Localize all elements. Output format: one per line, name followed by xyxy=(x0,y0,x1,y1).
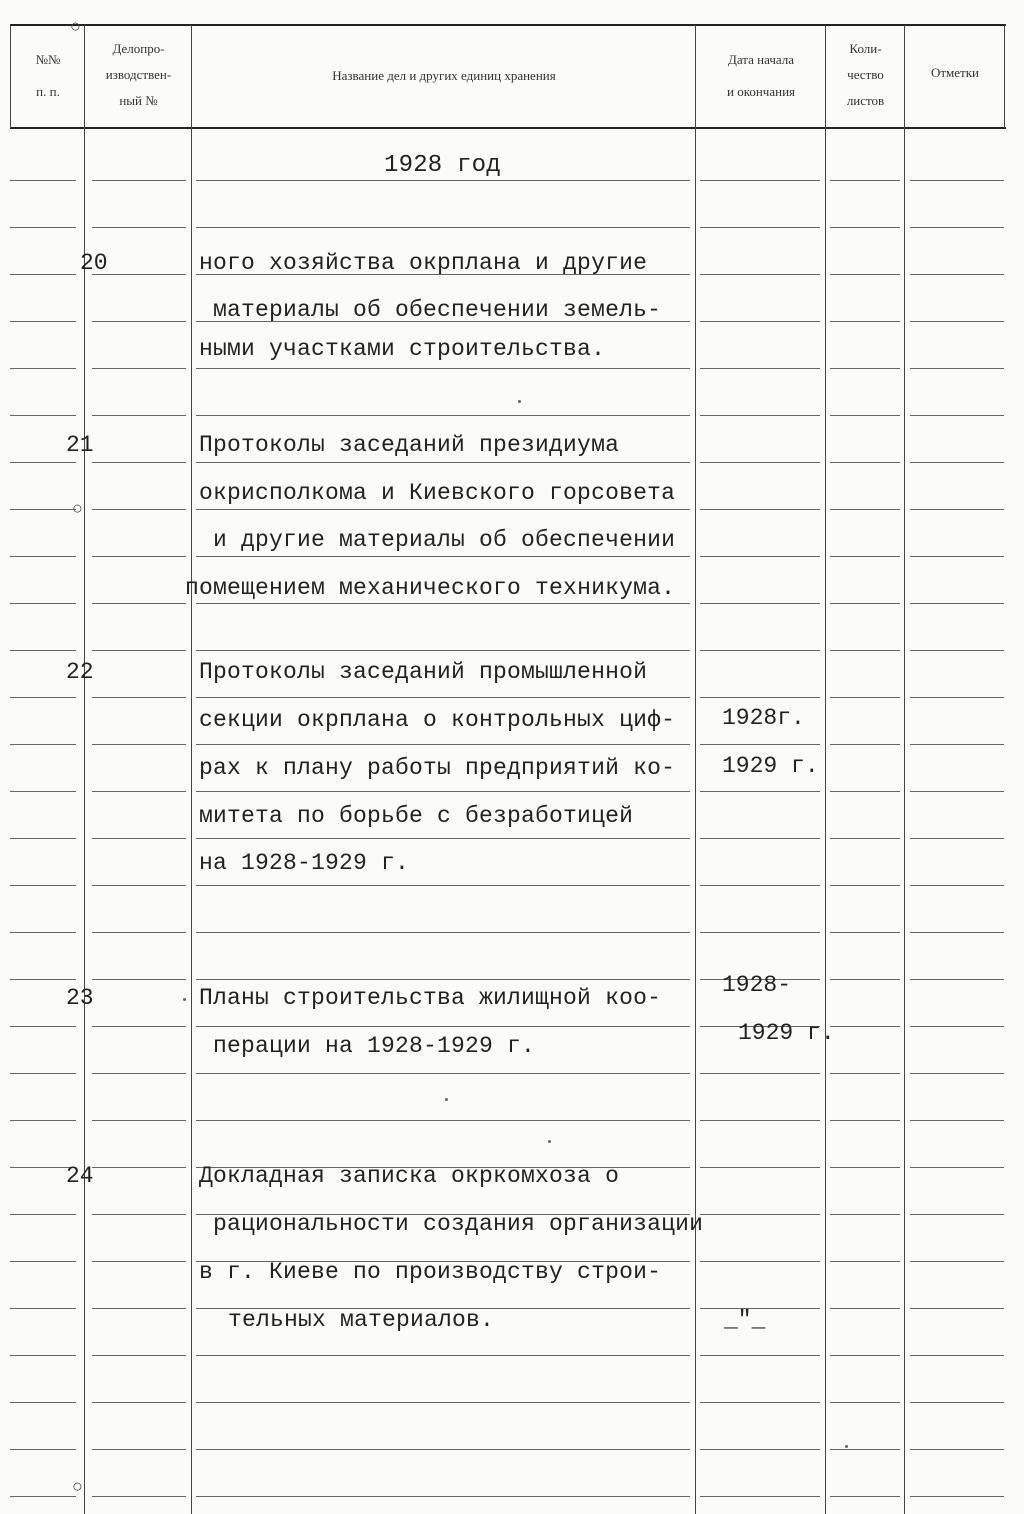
ruled-line xyxy=(196,1026,690,1027)
entry-title-line: Протоколы заседаний президиума xyxy=(199,432,620,458)
column-line xyxy=(695,25,696,1514)
ruled-line xyxy=(10,1496,76,1497)
ruled-line xyxy=(830,979,900,980)
ruled-line xyxy=(92,415,186,416)
entry-date: 1929 г. xyxy=(722,753,819,779)
ruled-line xyxy=(830,1402,900,1403)
ruled-line xyxy=(910,932,1004,933)
ruled-line xyxy=(910,1073,1004,1074)
ruled-line xyxy=(10,415,76,416)
ruled-line xyxy=(196,509,690,510)
ruled-line xyxy=(910,979,1004,980)
ruled-line xyxy=(10,791,76,792)
header-col-notes: Отметки xyxy=(930,65,980,80)
ruled-line xyxy=(10,556,76,557)
ruled-line xyxy=(700,1261,820,1262)
ruled-line xyxy=(910,274,1004,275)
ruled-line xyxy=(92,603,186,604)
ruled-line xyxy=(196,979,690,980)
entry-title-line: ными участками строительства. xyxy=(199,336,606,362)
ruled-line xyxy=(910,462,1004,463)
ruled-line xyxy=(196,697,690,698)
ruled-line xyxy=(10,1026,76,1027)
speck xyxy=(518,400,521,403)
ruled-line xyxy=(700,274,820,275)
ruled-line xyxy=(10,1261,76,1262)
column-line xyxy=(10,25,11,128)
ruled-line xyxy=(830,321,900,322)
header-col-dates: Дата начала и окончания xyxy=(726,52,796,99)
entry-date: _"_ xyxy=(724,1307,766,1333)
header-col-number: №№ п. п. xyxy=(35,52,61,99)
ruled-line xyxy=(700,180,820,181)
ruled-line xyxy=(196,1355,690,1356)
ruled-line xyxy=(910,1449,1004,1450)
ruled-line xyxy=(92,838,186,839)
ruled-line xyxy=(910,1026,1004,1027)
ruled-line xyxy=(92,650,186,651)
ruled-line xyxy=(10,650,76,651)
ruled-line xyxy=(830,1167,900,1168)
ruled-line xyxy=(10,932,76,933)
ruled-line xyxy=(910,650,1004,651)
ruled-line xyxy=(196,1402,690,1403)
ruled-line xyxy=(10,697,76,698)
ruled-line xyxy=(910,556,1004,557)
ruled-line xyxy=(830,697,900,698)
ruled-line xyxy=(196,1120,690,1121)
ruled-line xyxy=(196,1073,690,1074)
ruled-line xyxy=(830,180,900,181)
binding-hole-icon: ○ xyxy=(72,1478,83,1498)
ruled-line xyxy=(700,1214,820,1215)
ruled-line xyxy=(910,1261,1004,1262)
ruled-line xyxy=(10,1308,76,1309)
ruled-line xyxy=(830,1496,900,1497)
ruled-line xyxy=(910,885,1004,886)
ruled-line xyxy=(92,885,186,886)
header-col-sheet-count: Коли- чество листов xyxy=(846,41,885,108)
ruled-line xyxy=(700,1073,820,1074)
ruled-line xyxy=(92,321,186,322)
entry-title-line: ного хозяйства окрплана и другие xyxy=(199,250,648,276)
ruled-line xyxy=(10,1355,76,1356)
entry-title-line: Протоколы заседаний промышленной xyxy=(199,659,648,685)
ruled-line xyxy=(910,744,1004,745)
ruled-line xyxy=(910,1355,1004,1356)
ruled-line xyxy=(92,180,186,181)
column-line xyxy=(191,25,192,1514)
ruled-line xyxy=(10,603,76,604)
ruled-line xyxy=(10,838,76,839)
ruled-line xyxy=(10,227,76,228)
ruled-line xyxy=(910,838,1004,839)
entry-title-line: на 1928-1929 г. xyxy=(199,850,410,876)
ruled-line xyxy=(92,227,186,228)
ruled-line xyxy=(92,1449,186,1450)
header-col-title: Название дел и других единиц хранения xyxy=(332,68,556,83)
ruled-line xyxy=(196,650,690,651)
entry-title-line: митета по борьбе с безработицей xyxy=(199,803,634,829)
ruled-line xyxy=(10,979,76,980)
ruled-line xyxy=(700,885,820,886)
ruled-line xyxy=(10,180,76,181)
ruled-line xyxy=(10,1402,76,1403)
ruled-line xyxy=(92,1355,186,1356)
ruled-line xyxy=(10,321,76,322)
speck xyxy=(845,1445,848,1448)
ruled-line xyxy=(10,1073,76,1074)
ruled-line xyxy=(196,603,690,604)
entry-title-line: рах к плану работы предприятий ко- xyxy=(199,755,676,781)
ruled-line xyxy=(830,1120,900,1121)
ruled-line xyxy=(910,1496,1004,1497)
ruled-line xyxy=(196,368,690,369)
ruled-line xyxy=(910,227,1004,228)
ruled-line xyxy=(910,415,1004,416)
ruled-line xyxy=(830,838,900,839)
ruled-line xyxy=(910,1214,1004,1215)
ruled-line xyxy=(92,556,186,557)
column-line xyxy=(1004,25,1005,128)
ruled-line xyxy=(10,462,76,463)
ruled-line xyxy=(92,1073,186,1074)
ruled-line xyxy=(910,697,1004,698)
ruled-line xyxy=(700,603,820,604)
speck xyxy=(445,1098,448,1101)
entry-date: 1929 г. xyxy=(738,1020,835,1046)
ruled-line xyxy=(10,1120,76,1121)
ruled-line xyxy=(700,1120,820,1121)
entry-number: 24 xyxy=(66,1163,94,1189)
entry-title-line: рациональности создания организации xyxy=(213,1211,704,1237)
entry-title-line: секции окрплана о контрольных циф- xyxy=(199,707,676,733)
ruled-line xyxy=(910,321,1004,322)
ruled-line xyxy=(92,1167,186,1168)
ruled-line xyxy=(10,744,76,745)
ruled-line xyxy=(92,932,186,933)
ruled-line xyxy=(830,462,900,463)
ruled-line xyxy=(830,1308,900,1309)
ruled-line xyxy=(830,274,900,275)
ruled-line xyxy=(910,509,1004,510)
ruled-line xyxy=(92,1496,186,1497)
ruled-line xyxy=(830,603,900,604)
speck xyxy=(548,1140,551,1143)
year-heading: 1928 год xyxy=(384,152,501,179)
ruled-line xyxy=(196,556,690,557)
ruled-line xyxy=(700,838,820,839)
ruled-line xyxy=(196,1496,690,1497)
entry-title-line: окрисполкома и Киевского горсовета xyxy=(199,480,676,506)
ruled-line xyxy=(830,1026,900,1027)
ruled-line xyxy=(196,227,690,228)
ruled-line xyxy=(910,603,1004,604)
ruled-line xyxy=(10,1214,76,1215)
entry-number: 21 xyxy=(66,432,94,458)
binding-hole-icon: ○ xyxy=(72,500,83,520)
ruled-line xyxy=(92,1261,186,1262)
ruled-line xyxy=(196,462,690,463)
ruled-line xyxy=(700,462,820,463)
ruled-line xyxy=(700,1355,820,1356)
ruled-line xyxy=(10,368,76,369)
entry-title-line: в г. Киеве по производству строи- xyxy=(199,1259,662,1285)
ruled-line xyxy=(700,932,820,933)
ruled-line xyxy=(196,885,690,886)
header-col-office-number: Делопро- изводствен- ный № xyxy=(105,41,172,108)
entry-title-line: помещением механического техникума. xyxy=(185,575,676,601)
ruled-line xyxy=(196,791,690,792)
ruled-line xyxy=(92,368,186,369)
entry-title-line: материалы об обеспечении земель- xyxy=(213,297,662,323)
ruled-line xyxy=(830,509,900,510)
header-bottom-line xyxy=(10,127,1006,129)
ruled-line xyxy=(92,791,186,792)
ruled-line xyxy=(910,1308,1004,1309)
ruled-line xyxy=(830,1214,900,1215)
speck xyxy=(183,998,186,1001)
ruled-line xyxy=(700,791,820,792)
ruled-line xyxy=(700,415,820,416)
ruled-line xyxy=(92,1026,186,1027)
ruled-line xyxy=(10,509,76,510)
ruled-line xyxy=(700,1402,820,1403)
ruled-line xyxy=(700,321,820,322)
ruled-line xyxy=(830,1355,900,1356)
ruled-line xyxy=(10,1449,76,1450)
ruled-line xyxy=(700,744,820,745)
entry-title-line: перации на 1928-1929 г. xyxy=(213,1033,536,1059)
ruled-line xyxy=(910,1167,1004,1168)
column-line xyxy=(825,25,826,1514)
ruled-line xyxy=(700,509,820,510)
ruled-line xyxy=(196,415,690,416)
ruled-line xyxy=(910,1120,1004,1121)
ruled-line xyxy=(92,509,186,510)
entry-title-line: тельных материалов. xyxy=(228,1307,495,1333)
entry-number: 20 xyxy=(80,250,108,276)
ruled-line xyxy=(700,697,820,698)
ruled-line xyxy=(830,1449,900,1450)
ruled-line xyxy=(196,744,690,745)
ruled-line xyxy=(92,979,186,980)
ruled-line xyxy=(830,932,900,933)
ruled-line xyxy=(830,1261,900,1262)
ruled-line xyxy=(830,650,900,651)
column-line xyxy=(904,25,905,1514)
entry-date: 1928- xyxy=(722,972,792,998)
ruled-line xyxy=(700,650,820,651)
ruled-line xyxy=(700,1449,820,1450)
ruled-line xyxy=(700,556,820,557)
ruled-line xyxy=(92,1120,186,1121)
ruled-line xyxy=(92,1402,186,1403)
ruled-line xyxy=(700,1496,820,1497)
ruled-line xyxy=(700,368,820,369)
entry-title-line: и другие материалы об обеспечении xyxy=(213,527,676,553)
ruled-line xyxy=(700,1167,820,1168)
entry-title-line: Планы строительства жилищной коо- xyxy=(199,985,662,1011)
ruled-line xyxy=(830,791,900,792)
entry-number: 23 xyxy=(66,985,94,1011)
binding-hole-icon: ○ xyxy=(70,18,81,38)
ruled-line xyxy=(10,274,76,275)
ruled-line xyxy=(196,180,690,181)
ruled-line xyxy=(196,838,690,839)
entry-date: 1928г. xyxy=(722,705,805,731)
entry-title-line: Докладная записка окркомхоза о xyxy=(199,1163,620,1189)
ruled-line xyxy=(830,368,900,369)
ruled-line xyxy=(830,415,900,416)
ruled-line xyxy=(92,744,186,745)
ruled-line xyxy=(830,885,900,886)
ruled-line xyxy=(196,932,690,933)
ruled-line xyxy=(92,697,186,698)
ruled-line xyxy=(910,791,1004,792)
ruled-line xyxy=(830,227,900,228)
ruled-line xyxy=(92,462,186,463)
ruled-line xyxy=(700,227,820,228)
ruled-line xyxy=(92,1214,186,1215)
entry-number: 22 xyxy=(66,659,94,685)
ruled-line xyxy=(910,1402,1004,1403)
ruled-line xyxy=(830,744,900,745)
ruled-line xyxy=(92,1308,186,1309)
ruled-line xyxy=(830,1073,900,1074)
column-line xyxy=(84,25,85,1514)
ruled-line xyxy=(830,556,900,557)
ruled-line xyxy=(910,368,1004,369)
ruled-line xyxy=(910,180,1004,181)
ruled-line xyxy=(10,885,76,886)
ruled-line xyxy=(196,1449,690,1450)
header-top-line xyxy=(10,24,1006,26)
